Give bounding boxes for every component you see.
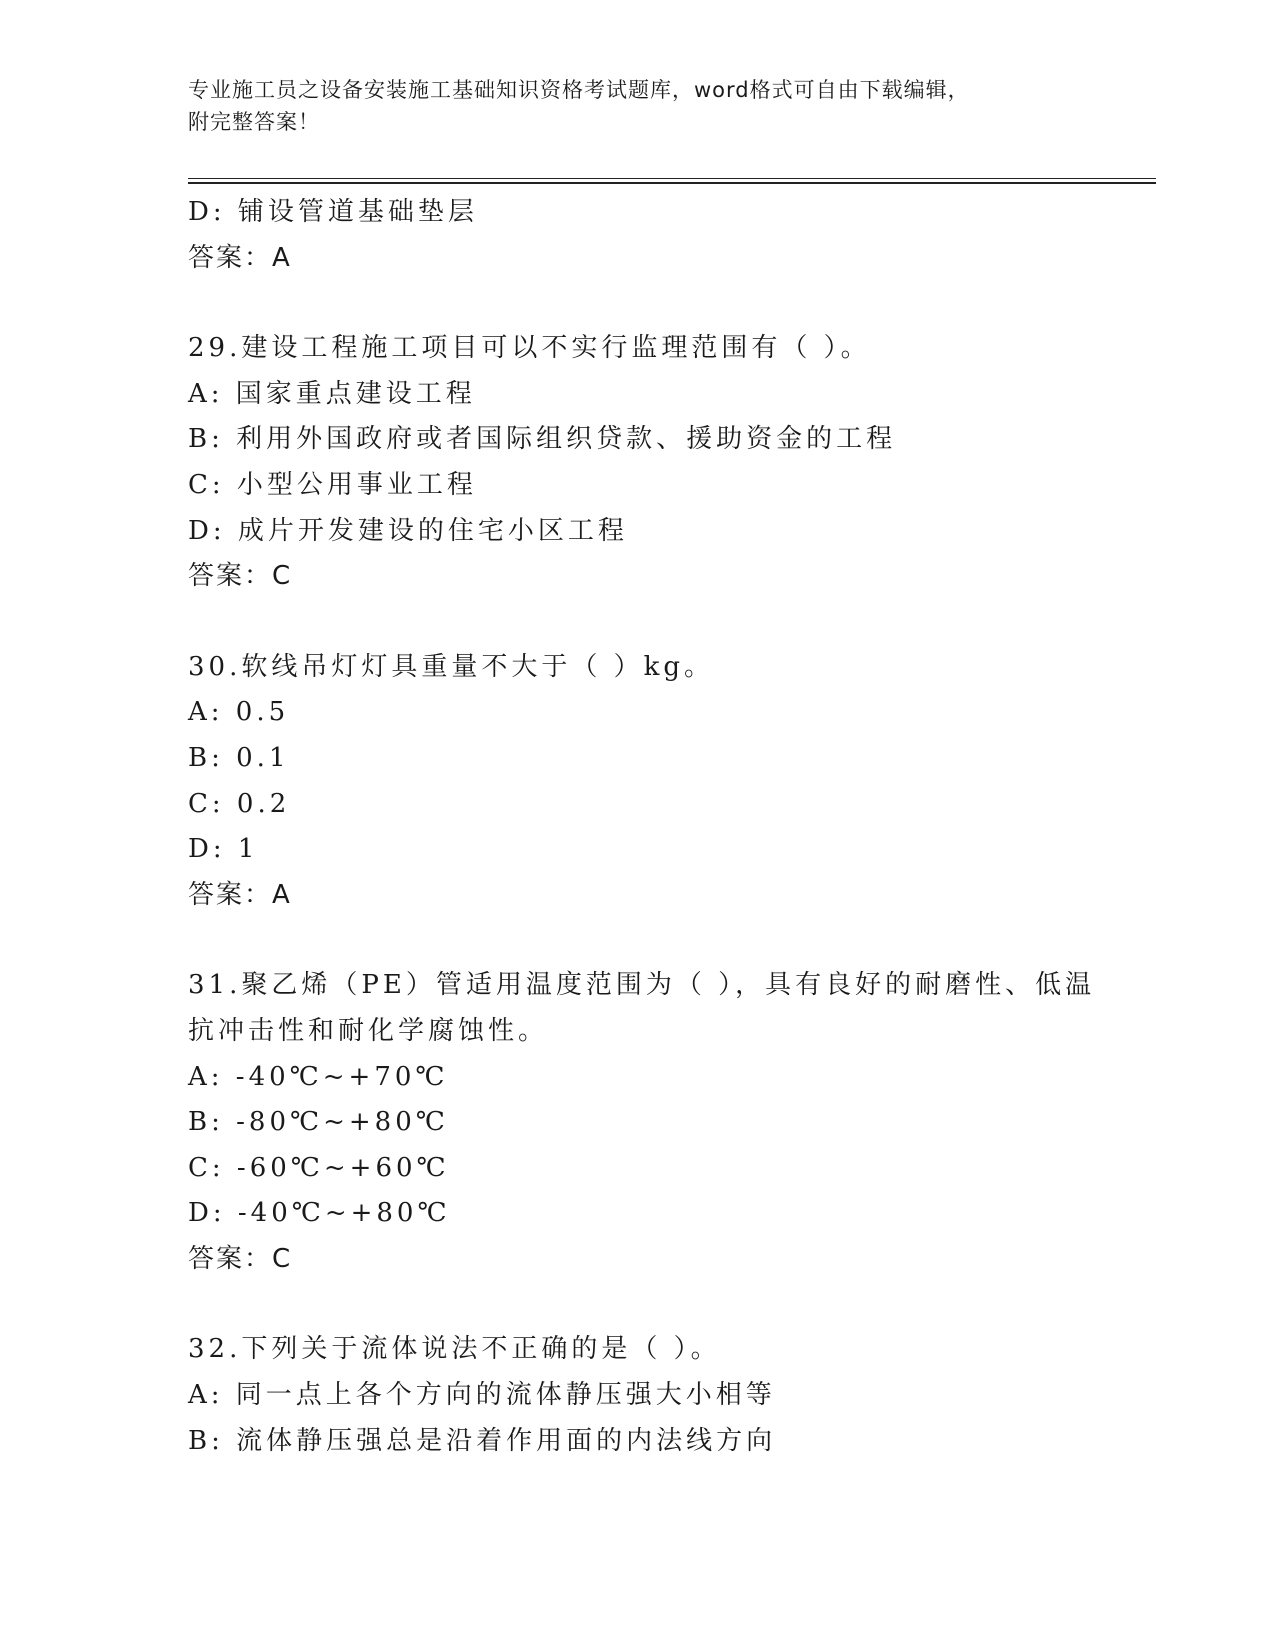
question-text-line-1: 31.聚乙烯（PE）管适用温度范围为（ ），具有良好的耐磨性、低温 [188,970,1096,1001]
option-b: B: -80℃~+80℃ [188,1107,449,1138]
option-d: D: 1 [188,834,259,865]
spacer [188,918,1088,963]
option-d: D: 成片开发建设的住宅小区工程 [188,515,628,546]
answer-line: 答案：A [188,242,292,273]
option-a: A: 国家重点建设工程 [188,378,476,409]
option-a: A: -40℃~+70℃ [188,1061,449,1092]
question-28-tail [188,190,1088,281]
option-b: B: 0.1 [188,742,290,773]
option-c: C: -60℃~+60℃ [188,1152,450,1183]
option-d: D: 铺设管道基础垫层 [188,197,478,227]
question-list [188,190,1096,1464]
header-divider-thin [188,178,1156,179]
question-32 [188,1327,1088,1464]
spacer [188,1282,1088,1327]
option-b: B: 流体静压强总是沿着作用面的内法线方向 [188,1425,777,1456]
answer-line: 答案：A [188,879,292,910]
question-text-line-2: 抗冲击性和耐化学腐蚀性。 [188,1015,549,1046]
option-c: C: 小型公用事业工程 [188,469,477,500]
question-30 [188,645,1088,919]
option-c: C: 0.2 [188,788,291,819]
option-a: A: 0.5 [188,697,290,728]
answer-line: 答案：C [188,561,293,592]
option-d: D: -40℃~+80℃ [188,1198,451,1229]
option-b: B: 利用外国政府或者国际组织贷款、援助资金的工程 [188,424,897,455]
header-divider-thick [188,182,1156,184]
option-a: A: 同一点上各个方向的流体静压强大小相等 [188,1380,776,1411]
question-29 [188,326,1088,600]
spacer [188,600,1088,645]
header-title-line-2: 附完整答案！ [188,110,320,134]
header-title-line-1: 专业施工员之设备安装施工基础知识资格考试题库，word格式可自由下载编辑， [188,78,970,102]
spacer [188,281,1088,326]
question-text: 29.建设工程施工项目可以不实行监理范围有（ ）。 [188,333,871,364]
question-text: 30.软线吊灯灯具重量不大于（ ）kg。 [188,651,715,682]
document-header [188,74,1068,138]
question-text: 32.下列关于流体说法不正确的是（ ）。 [188,1334,721,1365]
question-31 [188,963,1096,1282]
answer-line: 答案：C [188,1243,293,1274]
